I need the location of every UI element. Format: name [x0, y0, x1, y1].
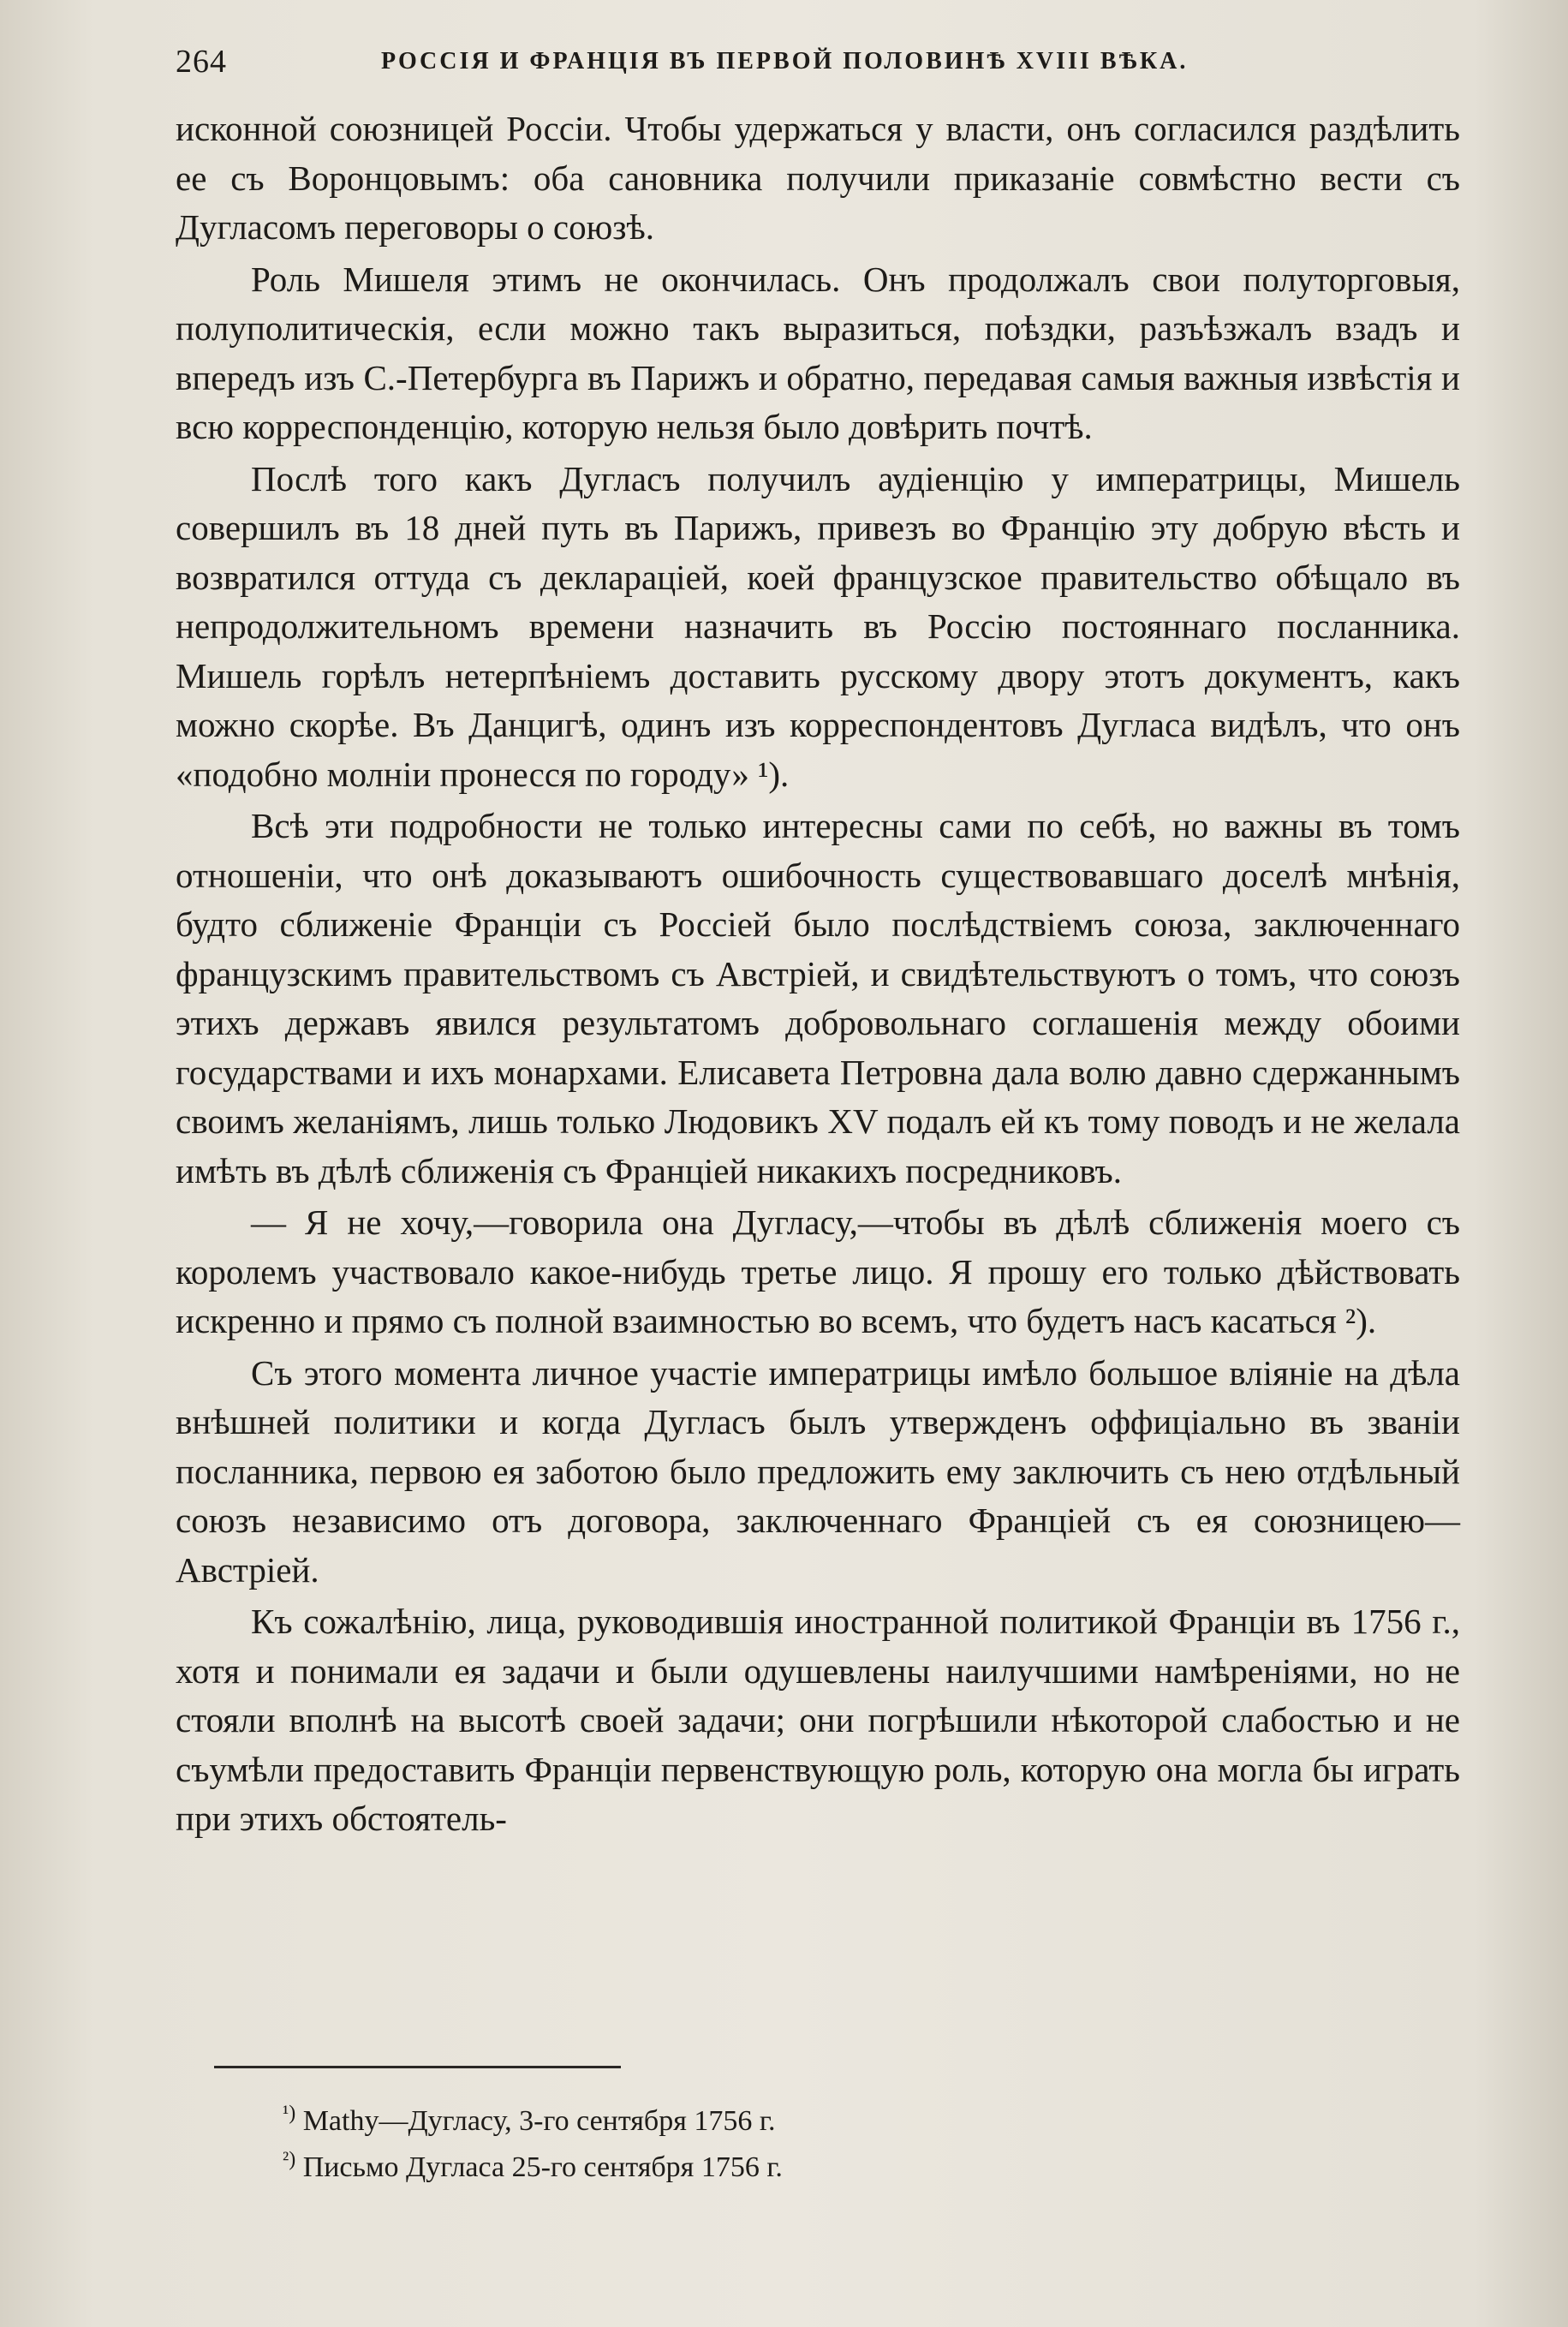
footnote-text: Письмо Дугласа 25-го сентября 1756 г. — [302, 2151, 783, 2183]
footnote-marker: ¹) — [283, 2102, 296, 2125]
body-text — [176, 104, 1460, 1847]
dialogue-paragraph: — Я не хочу,—говорила она Дугласу,—чтобы въ дѣлѣ сближенія моего съ королемъ участвовало какое-нибудь третье лицо. Я прошу его только дѣйствовать искренно и прямо съ полной взаимностью во всемъ, что будетъ насъ касаться ²). — [176, 1202, 1460, 1340]
paragraph: исконной союзницей Россіи. Чтобы удержаться у власти, онъ согласился раздѣлить ее съ Воронцовымъ: оба сановника получили приказаніе совмѣстно вести съ Дугласомъ переговоры о союзѣ. — [176, 109, 1460, 247]
footnote — [283, 2098, 1396, 2145]
running-title: РОССІЯ И ФРАНЦІЯ ВЪ ПЕРВОЙ ПОЛОВИНѢ XVIII ВѢКА. — [381, 48, 1189, 75]
footnote-marker: ²) — [283, 2148, 296, 2171]
paragraph: Послѣ того какъ Дугласъ получилъ аудіенцію у императрицы, Мишель совершилъ въ 18 дней путь въ Парижъ, привезъ во Францію эту добрую вѣсть и возвратился оттуда съ декларацiей, коей французское правительство обѣщало въ непродолжительномъ времени назначить въ Россію постояннаго посланника. Мишель горѣлъ нетерпѣніемъ доставить русскому двору этотъ документъ, какъ можно скорѣе. Въ Данцигѣ, одинъ изъ корреспондентовъ Дугласа видѣлъ, что онъ «подобно молніи пронесся по городу» ¹). — [176, 458, 1460, 794]
paragraph: Къ сожалѣнію, лица, руководившія иностранной политикой Франціи въ 1756 г., хотя и понимали ея задачи и были одушевлены наилучшими намѣреніями, но не стояли вполнѣ на высотѣ своей задачи; они погрѣшили нѣкоторой слабостью и не съумѣли предоставить Франціи первенствующую роль, которую она могла бы играть при этихъ обстоятель- — [176, 1602, 1460, 1838]
page-number: 264 — [176, 44, 227, 80]
paragraph: Всѣ эти подробности не только интересны сами по себѣ, но важны въ томъ отношеніи, что онѣ доказываютъ ошибочность существовавшаго доселѣ мнѣнія, будто сближеніе Франціи съ Россіей было послѣдствіемъ союза, заключеннаго французскимъ правительствомъ съ Австріей, и свидѣтельствуютъ о томъ, что союзъ этихъ державъ явился результатомъ добровольнаго соглашенія между обоими государствами и ихъ монархами. Елисавета Петровна дала волю давно сдержаннымъ своимъ желаніямъ, лишь только Людовикъ XV подалъ ей къ тому поводъ и не желала имѣть въ дѣлѣ сближенія съ Франціей никакихъ посредниковъ. — [176, 806, 1460, 1190]
page-header — [176, 43, 1460, 94]
paragraph: Роль Мишеля этимъ не окончилась. Онъ продолжалъ свои полуторговыя, полуполитическія, если можно такъ выразиться, поѣздки, разъѣзжалъ взадъ и впередъ изъ С.-Петербурга въ Парижъ и обратно, передавая самыя важныя извѣстія и всю корреспонденцію, которую нельзя было довѣрить почтѣ. — [176, 259, 1460, 446]
footnotes — [283, 2098, 1396, 2191]
footnote — [283, 2145, 1396, 2191]
footnote-divider — [214, 2066, 621, 2068]
paragraph: Съ этого момента личное участіе императрицы имѣло большое вліяніе на дѣла внѣшней политики и когда Дугласъ былъ утвержденъ оффиціально въ званіи посланника, первою ея заботою было предложить ему заключить съ нею отдѣльный союзъ независимо отъ договора, заключеннаго Франціей съ ея союзницею—Австріей. — [176, 1352, 1460, 1590]
footnote-text: Mathy—Дугласу, 3-го сентября 1756 г. — [302, 2105, 776, 2137]
